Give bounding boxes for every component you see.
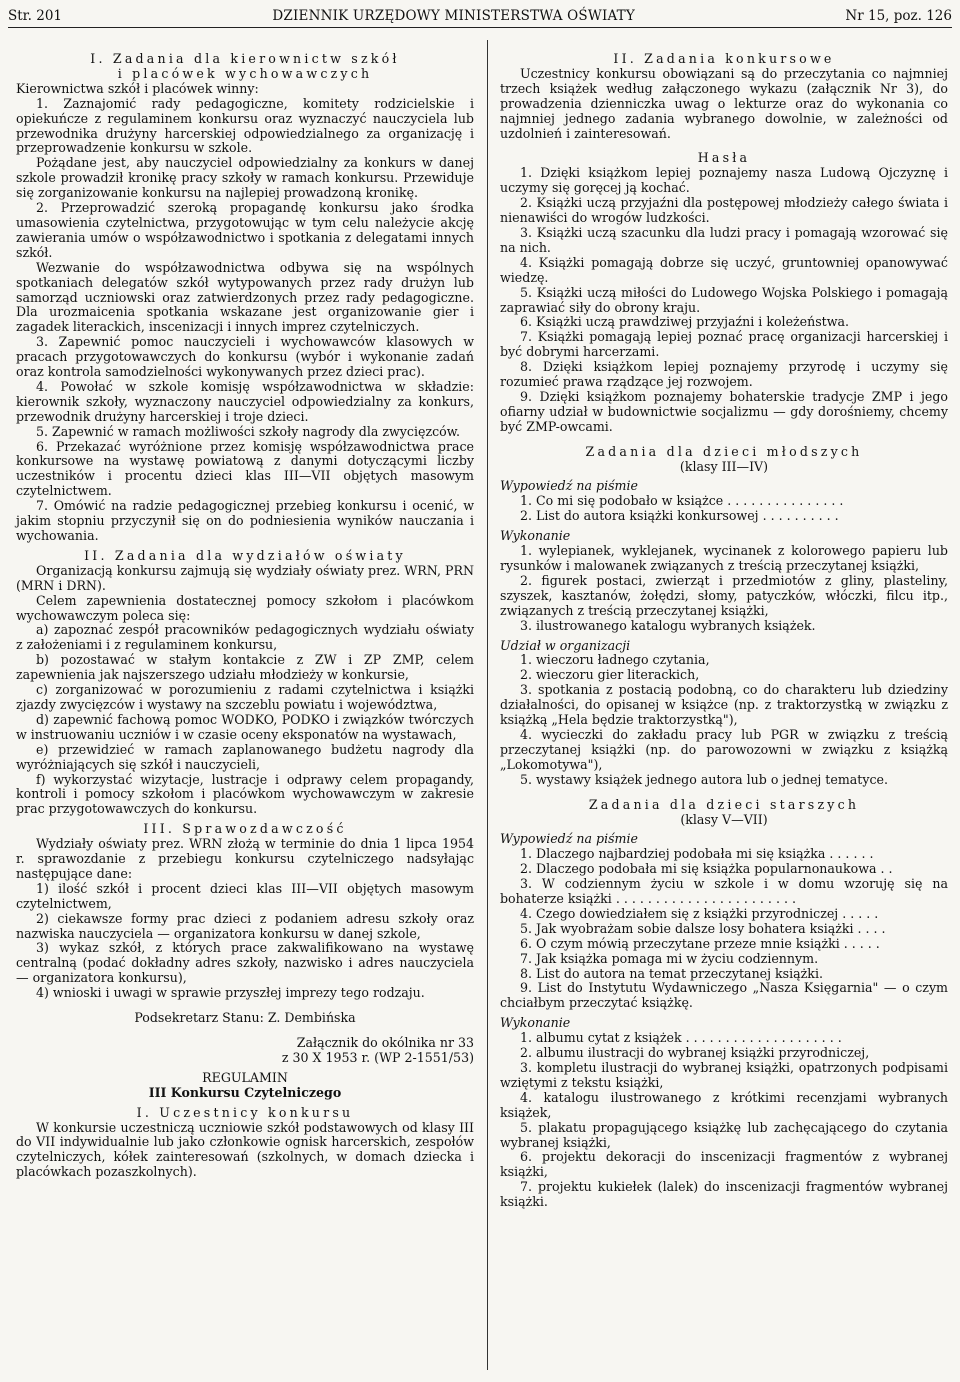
regulation-subtitle: III Konkursu Czytelniczego [148,1084,342,1100]
list-item: 1. wylepianek, wyklejanek, wycinanek z kolorowego papieru lub rysunków i malowanek związanych z treścią przeczytanej książki, [500,543,948,573]
paragraph: Pożądane jest, aby nauczyciel odpowiedzialny za konkurs w danej szkole prowadził kronikę pracy szkoły w ramach konkursu. Przewiduje się zorganizowanie konkursu na najlepiej prowadzoną kronikę. [16,155,474,201]
list-item: 3. spotkania z postacią podobną, co do charakteru lub dziedziny działalności, do opisanej w książce (np. z traktorzystką w związku z książką „Hela będzie traktorzystką"), [500,682,948,728]
section-heading: I. Zadania dla kierownictw szkół [90,51,400,66]
list-item: 2) ciekawsze formy prac dzieci z podaniem adresu szkoły oraz nazwiska nauczyciela — organizatora konkursu w danej szkole, [16,910,474,941]
class-range: (klasy III—IV) [679,458,769,474]
subheading: Wypowiedź na piśmie [500,831,638,847]
section-heading: Zadania dla dzieci starszych [588,796,860,812]
list-item: 3. kompletu ilustracji do wybranej książki, opatrzonych podpisami wziętymi z tekstu książki, [500,1060,948,1090]
paragraph: 5. Zapewnić w ramach możliwości szkoły nagrody dla zwycięzców. [36,423,461,439]
list-item: d) zapewnić fachową pomoc WODKO, PODKO i związków twórczych w instruowaniu uczniów i w czasie oceny eksponatów na wystawach, [16,711,474,742]
paragraph: W konkursie uczestniczą uczniowie szkół podstawowych od klasy III do VII indywidualnie lub jako członkowie ognisk harcerskich, zespołów czytelniczych, kółek zainteresowań (szkolnych, w domach dziecka i placówkach pozaszkolnych). [16,1119,474,1180]
list-item: 3) wykaz szkół, z których prace zakwalifikowano na wystawę centralną (podać dokładny adres szkoły, nazwisko i adres nauczyciela — organizatora konkursu), [16,940,474,986]
list-item: 4. Czego dowiedziałem się z książki przyrodniczej . . . . . [520,905,879,921]
list-item: c) zorganizować w porozumieniu z radami czytelnictwa i książki zjazdy zwycięzców i wystawy na szczeblu powiatu i województwa, [16,682,474,712]
list-item: 2. List do autora książki konkursowej . . . . . . . . . . [520,508,839,524]
list-item: f) wykorzystać wizytacje, lustracje i odprawy celem propagandy, kontroli i pomocy szkołom i placówkom wychowawczym w zakresie prac przygotowawczych do konkursu. [16,771,474,817]
slogans-list [500,166,948,434]
paragraph: 6. Przekazać wyróżnione przez komisję współzawodnictwa prace konkursowe na wystawę powiatową z danymi dotyczącymi liczby uczestników i procentu dzieci klas III—VII objętych masowym czytelnictwem. [16,438,474,499]
list-item: 8. Dzięki książkom lepiej poznajemy przyrodę i uczymy się rozumieć prawa rządzące jej rozwojem. [500,359,948,390]
page-header [8,6,952,28]
list-item: 3. W codziennym życiu w szkole i w domu wzoruję się na bohaterze książki . . . . . . . . . . . . . . . . . . . . . . . [500,876,948,907]
list-item: 2. Książki uczą przyjaźni dla postępowej młodzieży całego świata i nienawiści do wrogów ludzkości. [500,195,948,226]
paragraph: Celem zapewnienia dostatecznej pomocy szkołom i placówkom wychowawczym poleca się: [16,592,474,623]
column-divider [487,40,488,1370]
section-heading: II. Zadania dla wydziałów oświaty [84,547,406,563]
list-item: 9. List do Instytutu Wydawniczego „Nasza Księgarnia" — o czym chciałbym przeczytać książkę. [500,980,948,1011]
class-range: (klasy V—VII) [680,811,768,827]
list-item: 1) ilość szkół i procent dzieci klas III—VII objętych masowym czytelnictwem, [16,880,474,911]
list-item: 2. albumu ilustracji do wybranej książki przyrodniczej, [520,1045,870,1061]
paragraph: Organizacją konkursu zajmują się wydziały oświaty prez. WRN, PRN (MRN i DRN). [16,562,474,593]
list-item: 7. projektu kukiełek (lalek) do inscenizacji fragmentów wybranej książki. [500,1179,948,1210]
list-item: 8. List do autora na temat przeczytanej książki. [520,965,823,981]
signature: Podsekretarz Stanu: Z. Dembińska [134,1010,356,1026]
list-item: 4. katalogu ilustrowanego z krótkimi recenzjami wybranych książek, [500,1089,948,1120]
list-item: 2. figurek postaci, zwierząt i przedmiotów z gliny, plasteliny, szyszek, kasztanów, żołędzi, słomy, patyczków, włóczki, filcu itp., związanych z treścią przeczytanej książki, [500,572,948,618]
list-item: b) pozostawać w stałym kontakcie z ZW i ZP ZMP, celem zapewnienia jak najszerszego udziału młodzieży w konkursie, [16,652,474,683]
list-item: a) zapoznać zespół pracowników pedagogicznych wydziału oświaty z założeniami i z regulaminem konkursu, [16,622,474,653]
right-column [500,52,948,1210]
list-item: 2. wieczoru gier literackich, [520,667,700,683]
paragraph: Wydziały oświaty prez. WRN złożą w terminie do dnia 1 lipca 1954 r. sprawozdanie z przebiegu konkursu czytelniczego nadsyłając następujące dane: [16,836,474,881]
paragraph: 4. Powołać w szkole komisję współzawodnictwa w składzie: kierownik szkoły, wyznaczony nauczyciel odpowiedzialny za konkurs, przewodnik drużyny harcerskiej i troje dzieci. [16,378,474,424]
list-item: 4. wycieczki do zakładu pracy lub PGR w związku z treścią przeczytanej książki (np. do parowozowni w związku z książką „Lokomotywa"), [500,726,948,772]
slogans-heading: Hasła [697,150,751,166]
section-heading-cont: i placówek wychowawczych [117,65,373,81]
list-item: 1. Dzięki książkom lepiej poznajemy nasza Ludową Ojczyznę i uczymy się goręcej ją kochać. [500,165,948,196]
subheading: Wykonanie [500,528,571,544]
list-item: 1. Dlaczego najbardziej podobała mi się książka . . . . . . [520,846,874,862]
issue-number: Nr 15, poz. 126 [845,8,952,25]
list-item: 5. wystawy książek jednego autora lub o jednej tematyce. [520,771,888,787]
list-item: 7. Jak książka pomaga mi w życiu codziennym. [520,950,819,966]
list-item: e) przewidzieć w ramach zaplanowanego budżetu nagrody dla wyróżniających się szkół i nauczycieli, [16,741,474,772]
annex-reference-date: z 30 X 1953 r. (WP 2-1551/53) [281,1049,474,1065]
list-item: 3. ilustrowanego katalogu wybranych książek. [520,617,816,633]
section-heading: III. Sprawozdawczość [143,821,347,837]
list-item: 7. Książki pomagają lepiej poznać pracę organizacji harcerskiej i być dobrymi harcerzami. [500,329,948,360]
paragraph: Uczestnicy konkursu obowiązani są do przeczytania co najmniej trzech książek według załączonego wykazu (załącznik Nr 3), do prowadzenia dzienniczka uwag o lekturze oraz do wykonania co najmniej jednego zadania wybranego dowolnie, w zależności od uzdolnień i zainteresowań. [500,65,948,141]
list-item: 3. Książki uczą szacunku dla ludzi pracy i pomagają wzorować się na nich. [500,224,948,255]
paragraph: 7. Omówić na radzie pedagogicznej przebieg konkursu i ocenić, w jakim stopniu przyczynił się on do podniesienia wyników nauczania i wychowania. [16,498,474,543]
list-item: 5. Jak wyobrażam sobie dalsze losy bohatera książki . . . . [520,920,886,936]
subheading: Udział w organizacji [500,637,631,653]
regulation-title: REGULAMIN [202,1069,288,1085]
paragraph: 3. Zapewnić pomoc nauczycieli i wychowawców klasowych w pracach przygotowawczych do konkursu (wybór i wykonanie zadań oraz kontrola samodzielności wykonywanych przez dzieci prac). [16,334,474,380]
list-item: 5. plakatu propagującego książkę lub zachęcającego do czytania wybranej książki, [500,1119,948,1150]
list-item: 1. wieczoru ładnego czytania, [520,652,710,668]
left-column [16,52,474,1180]
list-item: 5. Książki uczą miłości do Ludowego Wojska Polskiego i pomagają zaprawiać siły do obrony kraju. [500,284,948,315]
paragraph: 1. Zaznajomić rady pedagogiczne, komitety rodzicielskie i opiekuńcze z regulaminem konkursu oraz wyznaczyć nauczyciela lub przewodnika drużyny harcerskiej odpowiedzialnego za organizację i przeprowadzenie konkursu w szkole. [16,95,474,156]
section-heading: II. Zadania konkursowe [613,51,835,66]
list-item: 1. Co mi się podobało w książce . . . . . . . . . . . . . . . [520,493,844,509]
journal-title: DZIENNIK URZĘDOWY MINISTERSTWA OŚWIATY [272,8,636,25]
list-item: 2. Dlaczego podobała mi się książka popularnonaukowa . . [520,861,893,877]
list-item: 4. Książki pomagają dobrze się uczyć, gruntowniej opanowywać wiedzę. [500,254,948,285]
section-heading: Zadania dla dzieci młodszych [585,443,863,459]
list-item: 9. Dzięki książkom poznajemy bohaterskie tradycje ZMP i jego ofiarny udział w budownictwie socjalizmu — gdy dorośniemy, chcemy być ZMP-owcami. [500,388,948,434]
subheading: Wypowiedź na piśmie [500,478,638,494]
subheading: Wykonanie [500,1015,571,1031]
paragraph: 2. Przeprowadzić szeroką propagandę konkursu jako środka umasowienia czytelnictwa, przygotowując w tym celu należycie akcję zawierania umów o współzawodnictwo i spotkania z delegatami innych szkół. [16,200,474,260]
list-item: 1. albumu cytat z książek . . . . . . . . . . . . . . . . . . . . [520,1030,842,1046]
list-item: 6. Książki uczą prawdziwej przyjaźni i koleżeństwa. [520,314,850,330]
list-item: 6. O czym mówią przeczytane przeze mnie książki . . . . . [520,935,880,951]
paragraph: Kierownictwa szkół i placówek winny: [16,80,259,96]
list-item: 6. projektu dekoracji do inscenizacji fragmentów z wybranej książki, [500,1149,948,1180]
annex-reference: Załącznik do okólnika nr 33 [296,1035,474,1050]
paragraph: Wezwanie do współzawodnictwa odbywa się na wspólnych spotkaniach delegatów szkół wytypowanych przez rady drużyn lub samorząd uczniowski oraz zatwierdzonych przez rady pedagogiczne. Dla urozmaicenia spotkania wskazane jest organizowanie gier i zagadek literackich, inscenizacji i innych imprez czytelniczych. [16,259,474,335]
section-heading: I. Uczestnicy konkursu [136,1104,354,1120]
page-number: Str. 201 [8,8,62,25]
list-item: 4) wnioski i uwagi w sprawie przyszłej imprezy tego rodzaju. [36,985,425,1001]
